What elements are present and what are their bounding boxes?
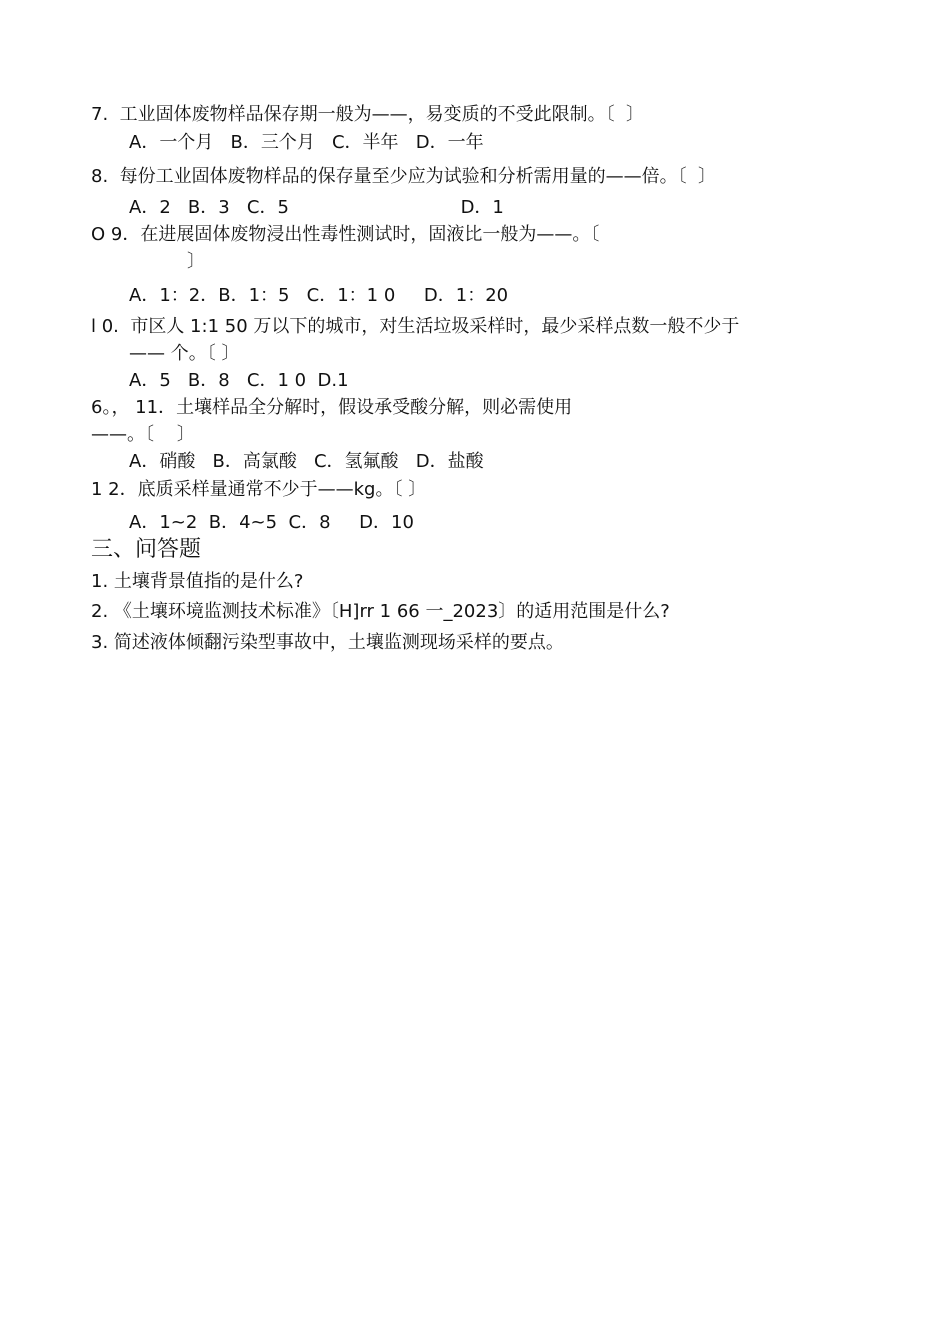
question-7-stem: 7. 工业固体废物样品保存期一般为——，易变质的不受此限制。〔 〕	[91, 104, 645, 125]
qa-item-1: 1. 土壤背景值指的是什么?	[91, 571, 304, 592]
question-8-options: A．2 B．3 C．5 D．1	[129, 197, 504, 218]
question-11-stem: 6。， 11．土壤样品全分解时，假设承受酸分解，则必需使用	[91, 397, 573, 418]
section-3-title: 三、问答题	[91, 537, 202, 562]
question-12-options: A．1~2 B．4~5 C．8 D．10	[129, 512, 414, 533]
question-10-options: A．5 B．8 C．1 0 D.1	[129, 370, 349, 391]
question-7-options: A．一个月 B．三个月 C．半年 D．一年	[129, 132, 484, 153]
question-9-stem-continued: 〕	[187, 251, 205, 272]
question-11-stem-continued: ——。〔 〕	[91, 424, 195, 445]
qa-item-3: 3. 简述液体倾翻污染型事故中，土壤监测现场采样的要点。	[91, 632, 564, 653]
question-12-stem: 1 2．底质采样量通常不少于——kg。〔 〕	[91, 479, 427, 500]
question-8-stem: 8. 每份工业固体废物样品的保存量至少应为试验和分析需用量的——倍。〔 〕	[91, 166, 717, 187]
question-11-options: A．硝酸 B．高氯酸 C．氢氟酸 D．盐酸	[129, 451, 484, 472]
question-10-stem: l 0. 市区人 1:1 50 万以下的城市，对生活垃圾采样时，最少采样点数一般不少于	[91, 316, 740, 337]
question-9-options: A．1：2．B．1：5 C．1：1 0 D．1：20	[129, 285, 509, 306]
question-9-stem: O 9．在进展固体废物浸出性毒性测试时，固液比一般为——。〔	[91, 224, 600, 245]
question-10-stem-continued: —— 个。〔 〕	[129, 343, 240, 364]
qa-item-2: 2. 《土壤环境监测技术标准》〔H]rr 1 66 一_2023〕的适用范围是什么?	[91, 601, 670, 622]
